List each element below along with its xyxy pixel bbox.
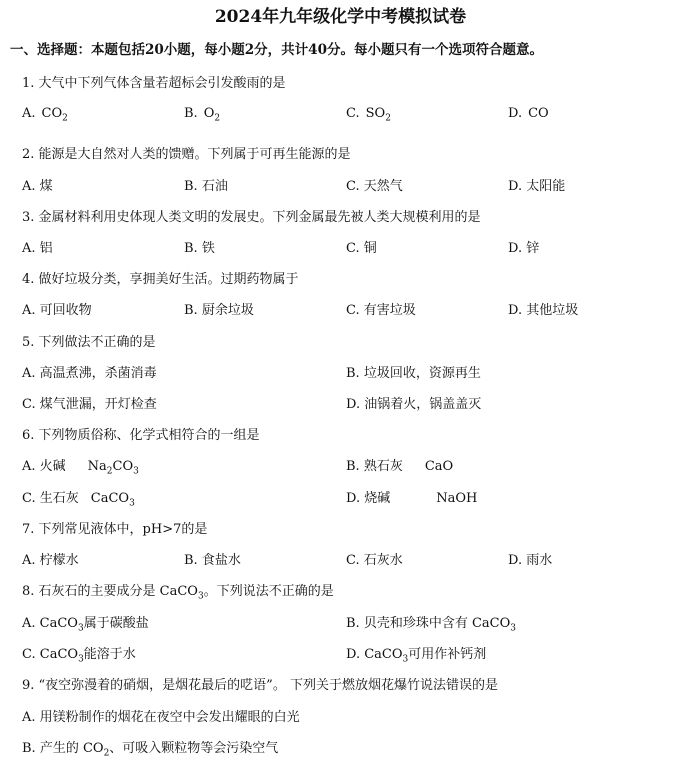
q6-option-b[interactable]: B. 熟石灰 CaO bbox=[346, 459, 454, 474]
question-6-stem: 6. 下列物质俗称、化学式相符合的一组是 bbox=[22, 428, 260, 443]
question-4-stem: 4. 做好垃圾分类，享拥美好生活。过期药物属于 bbox=[22, 272, 299, 287]
q5-option-a[interactable]: A. 高温煮沸，杀菌消毒 bbox=[22, 366, 157, 381]
question-3-stem: 3. 金属材料利用史体现人类文明的发展史。下列金属最先被人类大规模利用的是 bbox=[22, 210, 481, 225]
q4-option-a[interactable]: A. 可回收物 bbox=[22, 303, 92, 318]
section-heading: 一、选择题：本题包括20小题，每小题2分，共计40分。每小题只有一个选项符合题意。 bbox=[10, 42, 543, 58]
question-5-stem: 5. 下列做法不正确的是 bbox=[22, 335, 156, 350]
q7-option-b[interactable]: B. 食盐水 bbox=[184, 553, 241, 568]
q5-option-b[interactable]: B. 垃圾回收，资源再生 bbox=[346, 366, 481, 381]
q1-option-a[interactable]: A. $CO_2$ bbox=[22, 106, 68, 124]
q6-option-a[interactable]: A. 火碱 $Na_2CO_3$ bbox=[22, 459, 139, 477]
q8-option-d[interactable]: D. CaCO$_3$可用作补钙剂 bbox=[346, 647, 487, 665]
q7-option-d[interactable]: D. 雨水 bbox=[508, 553, 553, 568]
q6-option-d[interactable]: D. 烧碱 NaOH bbox=[346, 491, 478, 506]
q5-option-c[interactable]: C. 煤气泄漏，开灯检查 bbox=[22, 397, 157, 412]
exam-title: 2024年九年级化学中考模拟试卷 bbox=[214, 7, 467, 27]
q3-option-c[interactable]: C. 铜 bbox=[346, 241, 377, 256]
question-1-stem: 1. 大气中下列气体含量若超标会引发酸雨的是 bbox=[22, 76, 286, 91]
q1-option-b[interactable]: B. $O_2$ bbox=[184, 106, 221, 124]
q7-option-a[interactable]: A. 柠檬水 bbox=[22, 553, 79, 568]
q1-option-d[interactable]: D. CO bbox=[508, 106, 549, 121]
q8-option-b[interactable]: B. 贝壳和珍珠中含有 CaCO$_3$ bbox=[346, 616, 516, 634]
q3-option-a[interactable]: A. 铝 bbox=[22, 241, 53, 256]
q2-option-c[interactable]: C. 天然气 bbox=[346, 179, 403, 194]
q2-option-a[interactable]: A. 煤 bbox=[22, 179, 53, 194]
q2-option-b[interactable]: B. 石油 bbox=[184, 179, 228, 194]
question-7-stem: 7. 下列常见液体中，pH>7的是 bbox=[22, 522, 208, 537]
q6-option-c[interactable]: C. 生石灰 CaCO$_3$ bbox=[22, 491, 135, 509]
q4-option-d[interactable]: D. 其他垃圾 bbox=[508, 303, 579, 318]
q8-option-c[interactable]: C. CaCO$_3$能溶于水 bbox=[22, 647, 136, 665]
q3-option-b[interactable]: B. 铁 bbox=[184, 241, 215, 256]
question-2-stem: 2. 能源是大自然对人类的馈赠。下列属于可再生能源的是 bbox=[22, 147, 351, 162]
q9-option-b[interactable]: B. 产生的 $CO_2$、可吸入颗粒物等会污染空气 bbox=[22, 741, 279, 759]
q4-option-b[interactable]: B. 厨余垃圾 bbox=[184, 303, 254, 318]
question-8-stem: 8. 石灰石的主要成分是 CaCO$_3$。下列说法不正确的是 bbox=[22, 584, 334, 602]
q4-option-c[interactable]: C. 有害垃圾 bbox=[346, 303, 416, 318]
q7-option-c[interactable]: C. 石灰水 bbox=[346, 553, 403, 568]
q9-option-a[interactable]: A. 用镁粉制作的烟花在夜空中会发出耀眼的白光 bbox=[22, 710, 300, 725]
question-9-stem: 9. “夜空弥漫着的硝烟，是烟花最后的呓语”。 下列关于燃放烟花爆竹说法错误的是 bbox=[22, 678, 498, 693]
q1-option-c[interactable]: C. $SO_2$ bbox=[346, 106, 391, 124]
q8-option-a[interactable]: A. CaCO$_3$属于碳酸盐 bbox=[22, 616, 149, 634]
q2-option-d[interactable]: D. 太阳能 bbox=[508, 179, 566, 194]
q5-option-d[interactable]: D. 油锅着火，锅盖盖灭 bbox=[346, 397, 482, 412]
q3-option-d[interactable]: D. 锌 bbox=[508, 241, 540, 256]
